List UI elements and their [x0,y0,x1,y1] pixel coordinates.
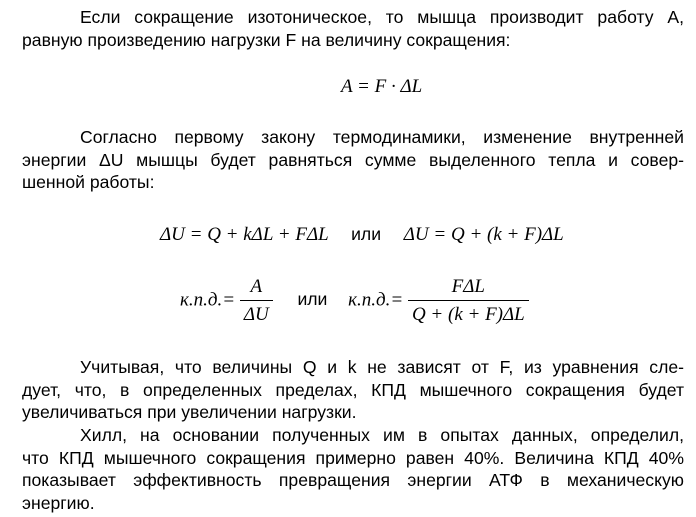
formula-or: или [297,289,328,310]
fraction-2-numerator: FΔL [408,276,529,301]
text-line: энергию. [22,492,95,513]
fraction-1 [240,276,273,326]
paragraph-isotonic [22,6,684,51]
text-line: энергии ΔU мышцы будет равняться сумме выделенного тепла и совер- [22,149,684,170]
paragraph-load-dependence [22,356,684,424]
fraction-2-denominator: Q + (k + F)ΔL [411,304,525,325]
text-line: дует, что, в определенных пределах, КПД мышечного сокращения будет [22,379,684,400]
text-line: показывает эффективность превращения энергии АТФ в механическую [22,470,684,490]
text-line: Хилл, на основании полученных им в опытах данных, определил, [80,425,684,445]
formula-internal-energy [160,224,564,246]
text-line: Согласно первому закону термодинамики, изменение внутренней [80,127,684,147]
fraction-1-numerator: A [240,276,273,301]
fraction-2 [408,276,529,326]
paragraph-thermodynamics [22,126,684,194]
formula-work: A = F · ΔL [341,76,423,97]
text-line: Учитывая, что величины Q и k не зависят от F, из уравнения сле- [80,357,684,377]
efficiency-lhs-2: к.п.д.= [348,289,404,311]
text-line: что КПД мышечного сокращения примерно равен 40%. Величина КПД 40% [22,447,684,468]
formula-efficiency [180,276,529,326]
formula-left: ΔU = Q + kΔL + FΔL [160,224,329,245]
efficiency-lhs-1: к.п.д.= [180,289,236,311]
formula-or: или [351,224,382,244]
text-line: шенной работы: [22,172,155,192]
text-line: Если сокращение изотоническое, то мышца производит работу А, [80,7,684,27]
text-line: увеличиваться при увеличении нагрузки. [22,402,357,422]
fraction-1-denominator: ΔU [243,304,269,325]
paragraph-hill [22,424,684,514]
text-line: равную произведению нагрузки F на величину сокращения: [22,29,511,50]
formula-right: ΔU = Q + (k + F)ΔL [403,224,564,245]
